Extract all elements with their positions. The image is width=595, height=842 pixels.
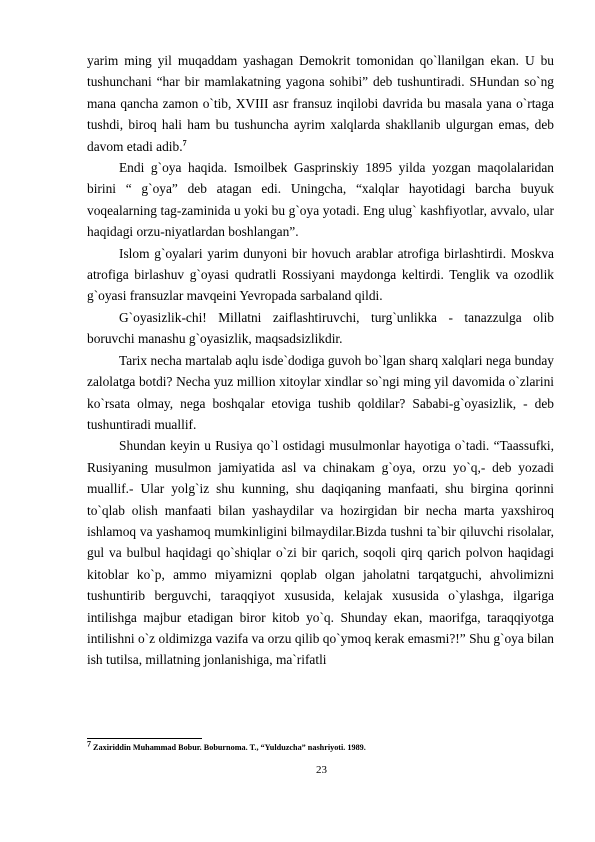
footnote-marker: 7 (87, 739, 91, 749)
paragraph-5: Tarix necha martalab aqlu isde`dodiga guvoh bo`lgan sharq xalqlari nega bunday zalolatga botdi? Necha yuz million xitoylar xindlar so`ngi ming yil davomida o`zlarini ko`rsata olmay, nega boshqalar etoviga tushib qoldilar? Sababi-g`oyasizlik, - deb tushuntiradi muallif. (87, 352, 554, 432)
paragraph-4: G`oyasizlik-chi! Millatni zaiflashtiruvchi, turg`unlikka - tanazzulga olib boruvchi manashu g`oyasizlik, maqsadsizlikdir. (87, 309, 554, 347)
footnote-text: Zaxiriddin Muhammad Bobur. Boburnoma. T., “Yulduzcha” nashriyoti. 1989. (91, 743, 366, 752)
paragraph-1 (87, 50, 554, 157)
page-number: 23 (316, 764, 327, 776)
paragraph-6: Shundan keyin u Rusiya qo`l ostidagi musulmonlar hayotiga o`tadi. “Taassufki, Rusiyaning musulmon jamiyatida asl va chinakam g`oya, orzu yo`q,- deb yozadi muallif.- Ular yolg`iz shu kunning, shu daqiqaning manfaati, shu birgina qorinni to`qlab olish manfaati bilan yashaydilar va hozirgidan bir necha marta yaxshiroq ishlamoq va yashamoq mumkinligini bilmaydilar.Bizda tushni ta`bir qiluvchi risolalar, gul va bulbul haqidagi qo`shiqlar o`zi bir qarich, soqoli qirq qarich polvon haqidagi kitoblar ko`p, ammo miyamizni qoplab olgan jaholatni tarqatguchi, ahvolimizni tushuntirib berguvchi, taraqqiyot xususida, kelajak xususida o`ylashga, ilgariga intilishga majbur etadigan biror kitob yo`q. Shunday ekan, maorifga, taraqqiyotga intilishni o`z oldimizga vazifa va orzu qilib qo`ymoq kerak emasmi?!” Shu g`oya bilan ish tutilsa, millatning jonlanishiga, ma`rifatli (87, 438, 554, 668)
paragraph-1-text: yarim ming yil muqaddam yashagan Demokrit tomonidan qo`llanilgan ekan. U bu tushunchani “har bir mamlakatning yagona sohibi” deb tushuntiradi. SHundan so`ng mana qancha zamon o`tib, XVIII asr fransuz inqilobi davrida bu masala yana o`rtaga tushdi, biroq hali ham bu tushuncha ayrim xalqlarda shakllanib ulgurgan emas, deb davom etadi adib. (87, 53, 554, 154)
footnote-divider (87, 738, 202, 739)
body-text (87, 50, 554, 671)
paragraph-3: Islom g`oyalari yarim dunyoni bir hovuch arablar atrofiga birlashtirdi. Moskva atrofiga birlashuv g`oyasi qudratli Rossiyani maydonga keltirdi. Tenglik va ozodlik g`oyasi fransuzlar mavqeini Yevropada sarbaland qildi. (87, 245, 554, 304)
footnote (87, 739, 557, 753)
paragraph-2: Endi g`oya haqida. Ismoilbek Gasprinskiy 1895 yilda yozgan maqolalaridan birini “ g`oya” deb atagan edi. Uningcha, “xalqlar hayotidagi barcha buyuk voqealarning tag-zaminida u yoki bu g`oya yotadi. Eng ulug` kashfiyotlar, avvalo, ular haqidagi orzu-niyatlardan boshlangan”. (87, 160, 554, 240)
footnote-reference: 7 (182, 138, 187, 148)
